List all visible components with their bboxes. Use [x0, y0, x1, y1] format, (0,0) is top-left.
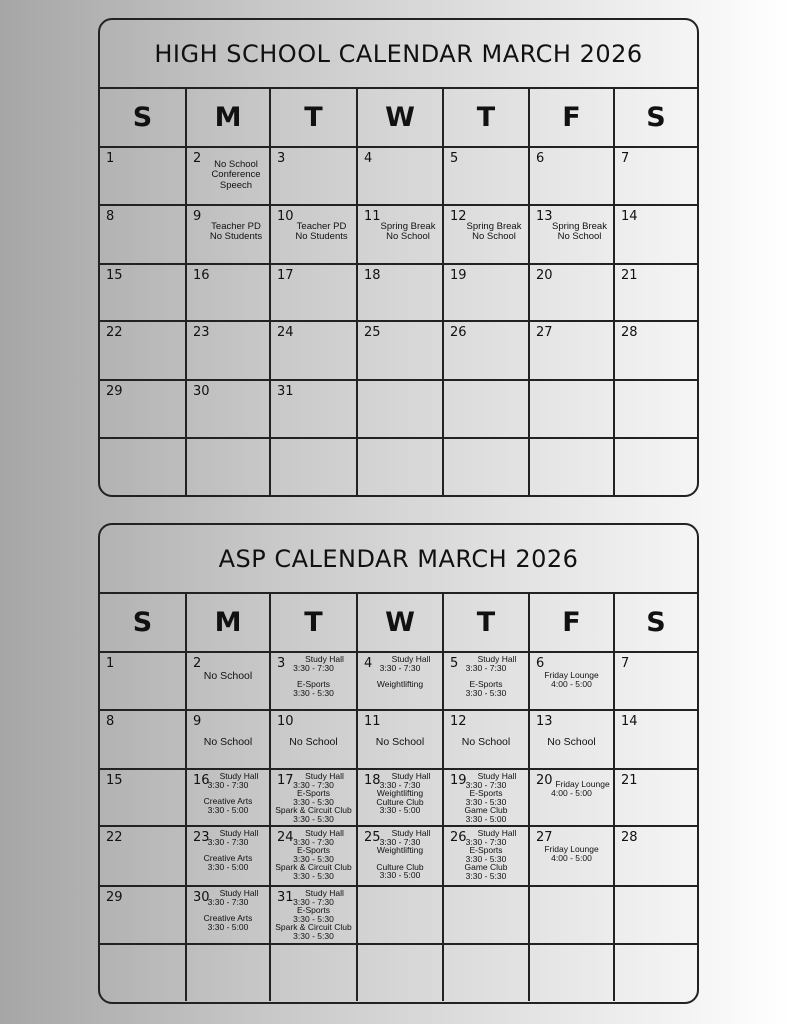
event-line: Spark & Circuit Club: [275, 805, 352, 815]
calendar-day-cell: [358, 770, 444, 827]
day-number: 21: [621, 773, 638, 788]
event-line: 3:30 - 7:30: [207, 836, 249, 847]
event-line: 4:00 - 5:00: [551, 787, 592, 798]
calendar-grid: [100, 89, 697, 496]
event-line: Creative Arts: [203, 913, 253, 923]
event-line: 3:30 - 5:00: [379, 870, 421, 880]
calendar-day-cell: [358, 206, 444, 265]
event-spacer: [273, 713, 354, 721]
weekday-header: S: [615, 594, 697, 653]
calendar-day-cell: [187, 322, 271, 381]
weekday-header: M: [187, 89, 271, 148]
day-number: 4: [364, 151, 373, 166]
day-number: 12: [450, 714, 467, 729]
event-line: Spark & Circuit Club: [275, 862, 352, 872]
day-events: [462, 218, 526, 243]
day-number: 10: [277, 714, 294, 729]
calendar-day-cell: [271, 322, 358, 381]
day-number: 3: [277, 151, 286, 166]
event-line: 3:30 - 7:30: [207, 896, 249, 907]
calendar-day-cell: [100, 770, 187, 827]
weekday-header: T: [271, 594, 358, 653]
event-line: No School: [203, 736, 253, 748]
day-number: 19: [450, 268, 467, 283]
calendar-day-cell: [271, 770, 358, 827]
calendar-day-cell: [444, 827, 530, 887]
day-number: 26: [450, 830, 467, 845]
calendar-day-cell: [444, 322, 530, 381]
event-line: 3:30 - 7:30: [207, 779, 249, 790]
weekday-header: F: [530, 594, 615, 653]
calendar-day-cell: [187, 265, 271, 322]
calendar-day-cell: [187, 770, 271, 827]
event-line: 3:30 - 7:30: [293, 779, 334, 790]
day-events: [446, 655, 526, 697]
day-number: 5: [450, 656, 459, 671]
day-events: [205, 160, 267, 191]
day-number: 24: [277, 325, 294, 340]
day-number: 8: [106, 714, 115, 729]
day-number: 14: [621, 714, 638, 729]
event-line: E-Sports: [469, 788, 503, 798]
event-line: E-Sports: [296, 905, 331, 915]
calendar-day-cell: [530, 148, 615, 206]
weekday-header: F: [530, 89, 615, 148]
calendar-day-cell: [530, 945, 615, 1001]
event-spacer: [360, 713, 440, 721]
day-number: 30: [193, 890, 210, 905]
event-line: Study Hall: [219, 771, 259, 781]
weekday-header: W: [358, 594, 444, 653]
calendar-day-cell: [187, 945, 271, 1001]
event-line: 3:30 - 5:30: [465, 853, 507, 864]
event-spacer: [273, 721, 354, 729]
calendar-day-cell: [444, 945, 530, 1001]
day-number: 1: [106, 151, 115, 166]
calendar-day-cell: [615, 887, 697, 945]
calendar-day-cell: [100, 439, 187, 496]
weekday-header: T: [444, 89, 530, 148]
event-line: 3:30 - 5:30: [293, 796, 334, 807]
calendar-day-cell: [615, 381, 697, 439]
day-number: 28: [621, 830, 638, 845]
event-line: 3:30 - 5:30: [293, 813, 334, 824]
calendar-day-cell: [444, 206, 530, 265]
calendar-day-cell: [100, 148, 187, 206]
calendar-day-cell: [100, 827, 187, 887]
calendar-day-cell: [187, 381, 271, 439]
day-number: 24: [277, 830, 294, 845]
calendar-day-cell: [187, 887, 271, 945]
day-number: 14: [621, 209, 638, 224]
day-number: 29: [106, 384, 123, 399]
day-number: 7: [621, 656, 630, 671]
calendar-day-cell: [358, 265, 444, 322]
calendar-day-cell: [271, 653, 358, 711]
event-line: No School: [547, 736, 596, 748]
event-line: Creative Arts: [203, 853, 253, 863]
event-line: 3:30 - 5:30: [465, 870, 507, 881]
event-line: Game Club: [464, 805, 508, 815]
event-line: E-Sports: [296, 679, 331, 689]
event-line: Study Hall: [391, 654, 431, 664]
day-number: 30: [193, 384, 210, 399]
day-number: 9: [193, 209, 202, 224]
day-number: 23: [193, 830, 210, 845]
calendar-day-cell: [444, 439, 530, 496]
day-number: 25: [364, 325, 381, 340]
day-events: [446, 772, 526, 823]
event-line: Study Hall: [391, 771, 431, 781]
event-line: No School: [214, 159, 258, 170]
calendar-day-cell: [530, 770, 615, 827]
day-number: 13: [536, 209, 553, 224]
event-line: 3:30 - 5:30: [293, 870, 334, 881]
event-spacer: [532, 721, 611, 729]
event-line: Study Hall: [219, 888, 259, 898]
calendar-day-cell: [615, 945, 697, 1001]
calendar-day-cell: [271, 711, 358, 770]
weekday-header: S: [100, 89, 187, 148]
calendar-day-cell: [615, 265, 697, 322]
day-events: [289, 218, 354, 243]
event-line: 3:30 - 5:30: [465, 796, 507, 807]
event-line: Spring Break: [552, 221, 607, 232]
day-events: [189, 655, 267, 682]
day-number: 16: [193, 773, 210, 788]
day-events: [532, 772, 611, 797]
calendar-day-cell: [444, 148, 530, 206]
weekday-header: M: [187, 594, 271, 653]
event-line: 4:00 - 5:00: [551, 852, 592, 863]
day-events: [532, 713, 611, 748]
event-line: Study Hall: [305, 888, 344, 898]
event-line: Study Hall: [391, 828, 431, 838]
day-number: 31: [277, 384, 294, 399]
calendar-day-cell: [271, 827, 358, 887]
day-number: 20: [536, 773, 553, 788]
day-number: 2: [193, 151, 202, 166]
day-events: [189, 829, 267, 871]
day-events: [360, 655, 440, 689]
day-events: [532, 655, 611, 688]
event-line: No School: [386, 231, 430, 243]
day-events: [273, 772, 354, 823]
event-line: Study Hall: [477, 828, 517, 838]
event-line: No School: [289, 736, 338, 748]
day-number: 17: [277, 268, 294, 283]
event-line: E-Sports: [469, 679, 503, 689]
event-line: Weightlifting: [376, 679, 424, 689]
event-line: No School: [472, 231, 516, 243]
event-line: 3:30 - 7:30: [293, 836, 334, 847]
calendar-day-cell: [444, 711, 530, 770]
calendar-day-cell: [615, 827, 697, 887]
day-events: [273, 829, 354, 880]
event-line: E-Sports: [469, 845, 503, 855]
day-number: 18: [364, 773, 381, 788]
event-line: Study Hall: [477, 654, 517, 664]
event-spacer: [446, 713, 526, 721]
day-number: 29: [106, 890, 123, 905]
day-number: 1: [106, 656, 115, 671]
day-number: 20: [536, 268, 553, 283]
day-number: 17: [277, 773, 294, 788]
weekday-header: S: [615, 89, 697, 148]
asp-calendar: [98, 523, 699, 1004]
day-events: [532, 829, 611, 862]
event-line: Weightlifting: [376, 788, 424, 798]
event-line: Spring Break: [466, 221, 522, 232]
calendar-day-cell: [444, 770, 530, 827]
calendar-day-cell: [100, 711, 187, 770]
event-line: No School: [557, 231, 602, 243]
calendar-day-cell: [187, 439, 271, 496]
event-line: 3:30 - 5:30: [465, 687, 507, 698]
day-number: 22: [106, 830, 123, 845]
day-events: [376, 218, 440, 243]
event-line: 3:30 - 7:30: [379, 779, 421, 790]
calendar-day-cell: [187, 206, 271, 265]
weekday-header: W: [358, 89, 444, 148]
calendar-day-cell: [271, 945, 358, 1001]
day-number: 13: [536, 714, 553, 729]
event-line: Spark & Circuit Club: [275, 922, 352, 932]
calendar-day-cell: [444, 265, 530, 322]
day-number: 25: [364, 830, 381, 845]
day-number: 4: [364, 656, 373, 671]
calendar-title: ASP CALENDAR MARCH 2026: [100, 525, 697, 594]
calendar-day-cell: [358, 148, 444, 206]
event-line: Study Hall: [305, 654, 344, 664]
day-number: 21: [621, 268, 638, 283]
day-number: 3: [277, 656, 286, 671]
day-number: 16: [193, 268, 210, 283]
event-line: Friday Lounge: [544, 670, 599, 680]
calendar-day-cell: [358, 653, 444, 711]
day-number: 7: [621, 151, 630, 166]
day-number: 15: [106, 268, 123, 283]
event-line: 3:30 - 5:00: [207, 804, 249, 815]
high-school-calendar: [98, 18, 699, 497]
day-events: [273, 889, 354, 940]
calendar-day-cell: [530, 439, 615, 496]
event-line: Teacher PD: [211, 221, 261, 232]
day-events: [273, 655, 354, 697]
calendar-day-cell: [444, 653, 530, 711]
calendar-day-cell: [100, 206, 187, 265]
event-spacer: [189, 721, 267, 729]
event-line: Conference: [211, 169, 261, 181]
day-events: [189, 713, 267, 748]
calendar-day-cell: [100, 887, 187, 945]
event-line: 3:30 - 5:30: [293, 853, 334, 864]
calendar-day-cell: [358, 381, 444, 439]
event-spacer: [446, 721, 526, 729]
event-line: Culture Club: [376, 796, 424, 807]
day-number: 31: [277, 890, 294, 905]
calendar-day-cell: [100, 381, 187, 439]
event-spacer: [532, 829, 611, 837]
event-line: 3:30 - 7:30: [465, 662, 507, 673]
calendar-grid: [100, 594, 697, 1001]
event-spacer: [532, 655, 611, 663]
event-line: 3:30 - 5:30: [293, 930, 334, 941]
calendar-day-cell: [615, 711, 697, 770]
day-number: 26: [450, 325, 467, 340]
day-number: 22: [106, 325, 123, 340]
event-spacer: [189, 655, 267, 663]
calendar-day-cell: [444, 381, 530, 439]
event-line: No School: [461, 736, 511, 748]
calendar-day-cell: [530, 887, 615, 945]
event-line: 3:30 - 7:30: [379, 836, 421, 847]
event-spacer: [532, 713, 611, 721]
event-line: Study Hall: [305, 828, 344, 838]
day-events: [189, 772, 267, 814]
calendar-day-cell: [530, 265, 615, 322]
calendar-day-cell: [530, 206, 615, 265]
calendar-day-cell: [271, 148, 358, 206]
calendar-day-cell: [187, 711, 271, 770]
event-line: Culture Club: [376, 861, 424, 872]
calendar-day-cell: [100, 322, 187, 381]
event-line: E-Sports: [296, 788, 331, 798]
weekday-header: S: [100, 594, 187, 653]
event-line: 3:30 - 7:30: [293, 896, 334, 907]
day-number: 18: [364, 268, 381, 283]
day-events: [360, 772, 440, 815]
event-line: Game Club: [464, 862, 508, 872]
calendar-day-cell: [615, 439, 697, 496]
calendar-title: HIGH SCHOOL CALENDAR MARCH 2026: [100, 20, 697, 89]
calendar-day-cell: [100, 653, 187, 711]
calendar-day-cell: [615, 770, 697, 827]
day-events: [189, 889, 267, 931]
day-number: 10: [277, 209, 294, 224]
event-line: No School: [375, 736, 425, 748]
calendar-day-cell: [615, 322, 697, 381]
calendar-day-cell: [530, 653, 615, 711]
event-line: 3:30 - 5:00: [207, 861, 249, 872]
weekday-header: T: [271, 89, 358, 148]
calendar-day-cell: [444, 887, 530, 945]
day-number: 6: [536, 656, 545, 671]
event-line: 3:30 - 5:30: [293, 913, 334, 924]
calendar-day-cell: [187, 653, 271, 711]
calendar-day-cell: [187, 827, 271, 887]
calendar-day-cell: [271, 439, 358, 496]
event-line: Weightlifting: [376, 845, 424, 855]
event-line: 3:30 - 7:30: [465, 836, 507, 847]
day-number: 11: [364, 209, 381, 224]
calendar-day-cell: [615, 148, 697, 206]
calendar-day-cell: [271, 265, 358, 322]
event-spacer: [189, 713, 267, 721]
event-line: 3:30 - 7:30: [293, 662, 334, 673]
calendar-day-cell: [358, 827, 444, 887]
day-number: 23: [193, 325, 210, 340]
day-events: [273, 713, 354, 748]
calendar-day-cell: [530, 381, 615, 439]
day-events: [548, 218, 611, 243]
calendar-day-cell: [530, 322, 615, 381]
day-number: 11: [364, 714, 381, 729]
event-line: Study Hall: [305, 771, 344, 781]
day-events: [205, 218, 267, 243]
calendar-day-cell: [358, 322, 444, 381]
calendar-day-cell: [615, 653, 697, 711]
day-number: 15: [106, 773, 123, 788]
day-number: 9: [193, 714, 202, 729]
calendar-day-cell: [358, 887, 444, 945]
calendar-day-cell: [100, 265, 187, 322]
calendar-day-cell: [271, 381, 358, 439]
weekday-header: T: [444, 594, 530, 653]
event-spacer: [360, 721, 440, 729]
calendar-day-cell: [358, 439, 444, 496]
event-line: Creative Arts: [203, 796, 253, 806]
event-line: Spring Break: [380, 221, 436, 232]
day-events: [446, 713, 526, 748]
event-line: E-Sports: [296, 845, 331, 855]
day-number: 6: [536, 151, 545, 166]
event-line: No Students: [209, 231, 263, 243]
day-number: 19: [450, 773, 467, 788]
event-line: Friday Lounge: [555, 779, 610, 789]
calendar-day-cell: [100, 945, 187, 1001]
event-line: 3:30 - 7:30: [465, 779, 507, 790]
day-events: [360, 713, 440, 748]
event-line: No Students: [295, 231, 348, 243]
calendar-day-cell: [271, 887, 358, 945]
event-line: Teacher PD: [296, 221, 347, 232]
event-line: No School: [203, 670, 253, 682]
day-number: 28: [621, 325, 638, 340]
day-events: [360, 829, 440, 880]
event-line: 3:30 - 5:30: [293, 687, 334, 698]
event-line: 3:30 - 5:00: [379, 805, 421, 815]
calendar-day-cell: [358, 945, 444, 1001]
day-number: 27: [536, 830, 553, 845]
day-number: 2: [193, 656, 202, 671]
event-line: Friday Lounge: [544, 844, 599, 854]
event-line: 3:30 - 7:30: [379, 662, 421, 673]
calendar-day-cell: [530, 711, 615, 770]
day-number: 27: [536, 325, 553, 340]
event-line: 3:30 - 5:00: [207, 921, 249, 932]
event-line: Speech: [219, 179, 253, 191]
calendar-day-cell: [187, 148, 271, 206]
event-line: 3:30 - 5:00: [465, 813, 507, 824]
day-number: 12: [450, 209, 467, 224]
calendar-day-cell: [530, 827, 615, 887]
calendar-day-cell: [271, 206, 358, 265]
day-events: [446, 829, 526, 880]
day-number: 5: [450, 151, 459, 166]
calendar-day-cell: [358, 711, 444, 770]
event-line: Study Hall: [477, 771, 517, 781]
calendar-day-cell: [615, 206, 697, 265]
event-line: Study Hall: [219, 828, 259, 838]
day-number: 8: [106, 209, 115, 224]
event-line: 4:00 - 5:00: [551, 678, 592, 689]
